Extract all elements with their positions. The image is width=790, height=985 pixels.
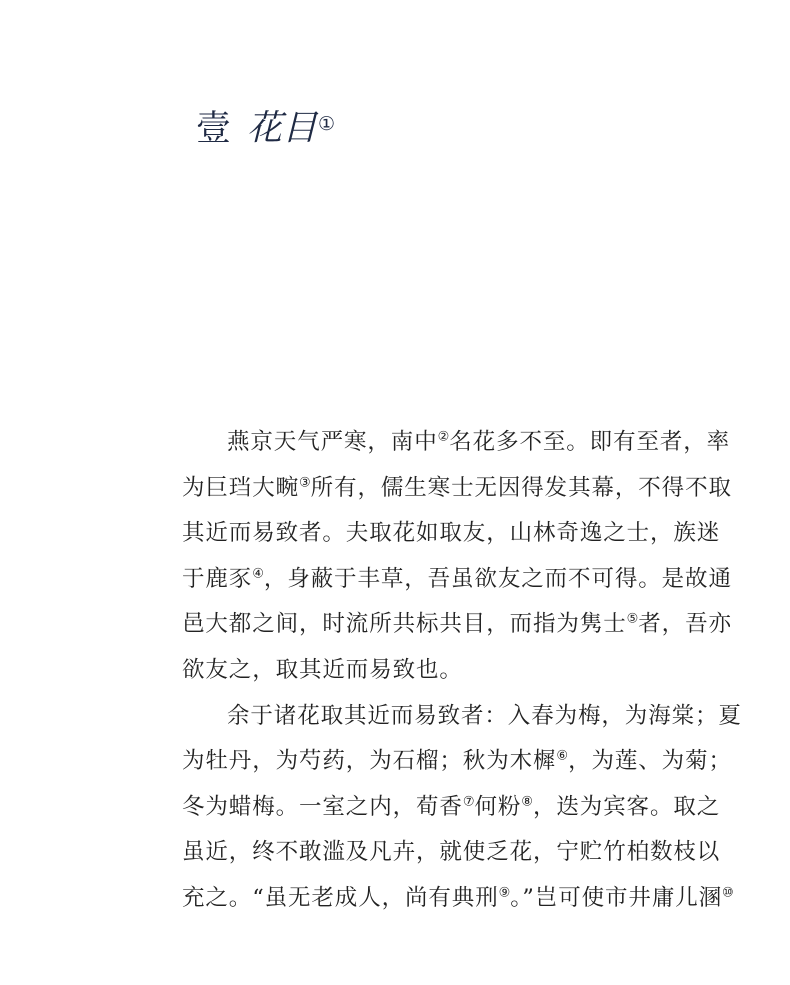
footnote-marker: ⑦ [462, 794, 475, 810]
paragraph [182, 420, 742, 694]
chapter-heading [196, 100, 335, 150]
text-segment: 何粉 [474, 793, 522, 820]
footnote-marker: ⑥ [556, 748, 569, 764]
text-segment: 者，吾亦欲友之，取其近而易致也。 [182, 611, 732, 683]
paragraph [182, 694, 742, 922]
footnote-marker: ③ [299, 475, 311, 491]
chapter-number: 壹 [196, 108, 232, 149]
chapter-footnote-marker: ① [318, 113, 336, 135]
body-text [182, 420, 742, 922]
text-segment: 。”岂可使市井庸儿溷 [510, 884, 723, 911]
text-segment: 所有，儒生寒士无因得发其幕，不得不取其近而易致者。夫取花如取友，山林奇逸之士，族迷于鹿豕 [182, 474, 732, 592]
text-segment: 燕京天气严寒，南中 [227, 429, 438, 455]
chapter-title: 花目 [247, 108, 318, 149]
footnote-marker: ② [437, 429, 450, 445]
footnote-marker: ⑧ [521, 794, 533, 810]
text-segment: ，为莲、为菊；冬为蜡梅。一室之内，荀香 [182, 748, 732, 820]
text-segment: 余于诸花取其近而易致者：入春为梅，为海棠；夏为牡丹，为芍药，为石榴；秋为木樨 [182, 702, 742, 775]
footnote-marker: ⑩ [722, 885, 734, 901]
footnote-marker: ⑤ [626, 611, 639, 627]
footnote-marker: ⑨ [498, 885, 511, 901]
text-segment: ，身蔽于丰草，吾虽欲友之而不可得。是故通邑大都之间，时流所共标共目，而指为隽士 [182, 565, 732, 638]
text-segment: 名花多不至。即有至者，率为巨珰大畹 [182, 429, 731, 501]
text-segment: ，迭为宾客。取之虽近，终不敢滥及凡卉，就使乏花，宁贮竹柏数枝以充之。“虽无老成人，尚有典刑 [182, 793, 721, 911]
footnote-marker: ④ [252, 566, 264, 582]
